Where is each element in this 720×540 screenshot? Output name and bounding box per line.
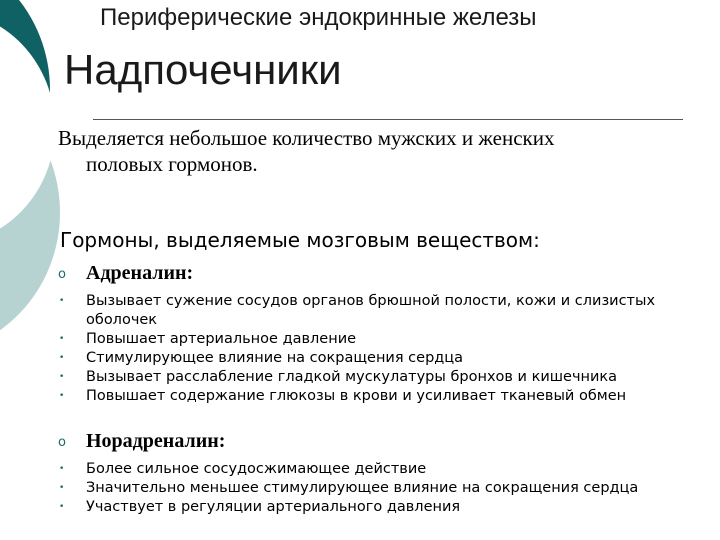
hormone-name: Адреналин: (86, 262, 194, 284)
bullet-icon: • (59, 391, 65, 401)
list-item: • Повышает артериальное давление (59, 331, 357, 347)
intro-line-1: Выделяется небольшое количество мужских и женских (58, 126, 555, 150)
hormone-heading (58, 430, 698, 460)
bullet-icon: • (59, 334, 65, 344)
hormone-name: Норадреналин: (86, 430, 226, 452)
intro-paragraph (58, 125, 678, 177)
bullet-icon: • (59, 296, 65, 306)
circle-bullet-icon: o (58, 435, 66, 450)
bullet-icon: • (59, 502, 65, 512)
list-item: • Значительно меньшее стимулирующее влияние на сокращения сердца (59, 480, 639, 496)
list-item: • Вызывает сужение сосудов органов брюшной полости, кожи и слизистых оболочек (59, 293, 656, 328)
slide-title: Надпочечники (64, 46, 342, 93)
title-divider (93, 119, 683, 120)
hormone-block-adrenaline (58, 262, 698, 406)
circle-bullet-icon: o (58, 267, 66, 282)
list-item: • Стимулирующее влияние на сокращения сердца (59, 350, 464, 366)
slide-subtitle: Периферические эндокринные железы (100, 4, 537, 31)
bullet-icon: • (59, 483, 65, 493)
bullet-icon: • (59, 353, 65, 363)
list-item: • Повышает содержание глюкозы в крови и усиливает тканевый обмен (59, 388, 627, 404)
list-item: • Участвует в регуляции артериального давления (59, 499, 461, 515)
list-item: • Более сильное сосудосжимающее действие (59, 461, 427, 477)
intro-line-2: половых гормонов. (86, 152, 258, 176)
hormone-heading (58, 262, 698, 292)
hormone-block-noradrenaline (58, 430, 698, 517)
section-heading: Гормоны, выделяемые мозговым веществом: (60, 228, 540, 252)
bullet-icon: • (59, 372, 65, 382)
effects-list (58, 460, 698, 517)
list-item: • Вызывает расслабление гладкой мускулатуры бронхов и кишечника (59, 369, 618, 385)
effects-list (58, 292, 698, 406)
bullet-icon: • (59, 464, 65, 474)
